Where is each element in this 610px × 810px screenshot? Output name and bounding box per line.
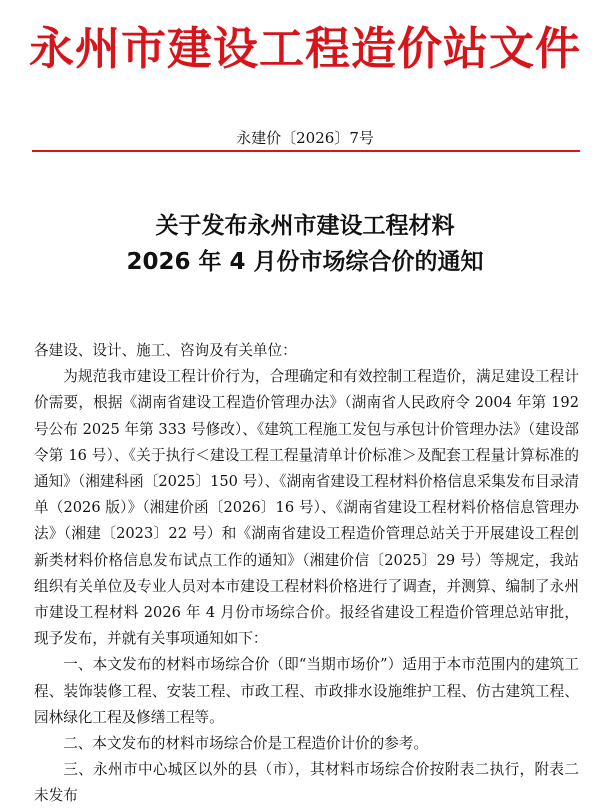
- paragraph-item-3: 三、永州市中心城区以外的县（市），其材料市场综合价按附表二执行，附表二未发布: [34, 761, 579, 805]
- paragraph-item-2: 二、本文发布的材料市场综合价是工程造价计价的参考。: [63, 735, 429, 753]
- document-body: [34, 338, 579, 810]
- salutation: 各建设、设计、施工、咨询及有关单位：: [34, 342, 297, 359]
- paragraph-item-1: 一、本文发布的材料市场综合价（即“当期市场价”）适用于本市范围内的建筑工程、装饰装修工程、安装工程、市政工程、市政排水设施维护工程、仿古建筑工程、园林绿化工程及修缮工程等。: [34, 656, 579, 726]
- notice-title-line-1: 关于发布永州市建设工程材料: [155, 213, 455, 239]
- paragraph-intro: 为规范我市建设工程计价行为，合理确定和有效控制工程造价，满足建设工程计价需要，根据《湖南省建设工程造价管理办法》（湖南省人民政府令 2004 年第 192 号公布 2025 年第 333 号修改）、《建筑工程施工发包与承包计价管理办法》（建设部令第 16 号）、《关于执行＜建设工程工程量清单计价标准＞及配套工程量计算标准的通知》（湘建科函〔2025〕150 号）、《湖南省建设工程材料价格信息采集发布目录清单（2026 版）》（湘建价函〔2026〕16 号）、《湖南省建设工程材料价格信息管理办法》（湘建〔2023〕22 号）和《湖南省建设工程造价管理总站关于开展建设工程创新类材料价格信息发布试点工作的通知》（湘建价信〔2025〕29 号）等规定，我站组织有关单位及专业人员对本市建设工程材料价格进行了调查，并测算、编制了永州市建设工程材料 2026 年 4 月份市场综合价。报经省建设工程造价管理总站审批，现予发布，并就有关事项通知如下：: [34, 368, 579, 648]
- notice-title: [0, 208, 610, 280]
- document-number: 永建价〔2026〕7号: [236, 129, 374, 147]
- header-red-divider: [32, 150, 580, 152]
- notice-title-line-2: 2026 年 4 月份市场综合价的通知: [126, 249, 484, 275]
- document-header-title: 永州市建设工程造价站文件: [28, 22, 581, 75]
